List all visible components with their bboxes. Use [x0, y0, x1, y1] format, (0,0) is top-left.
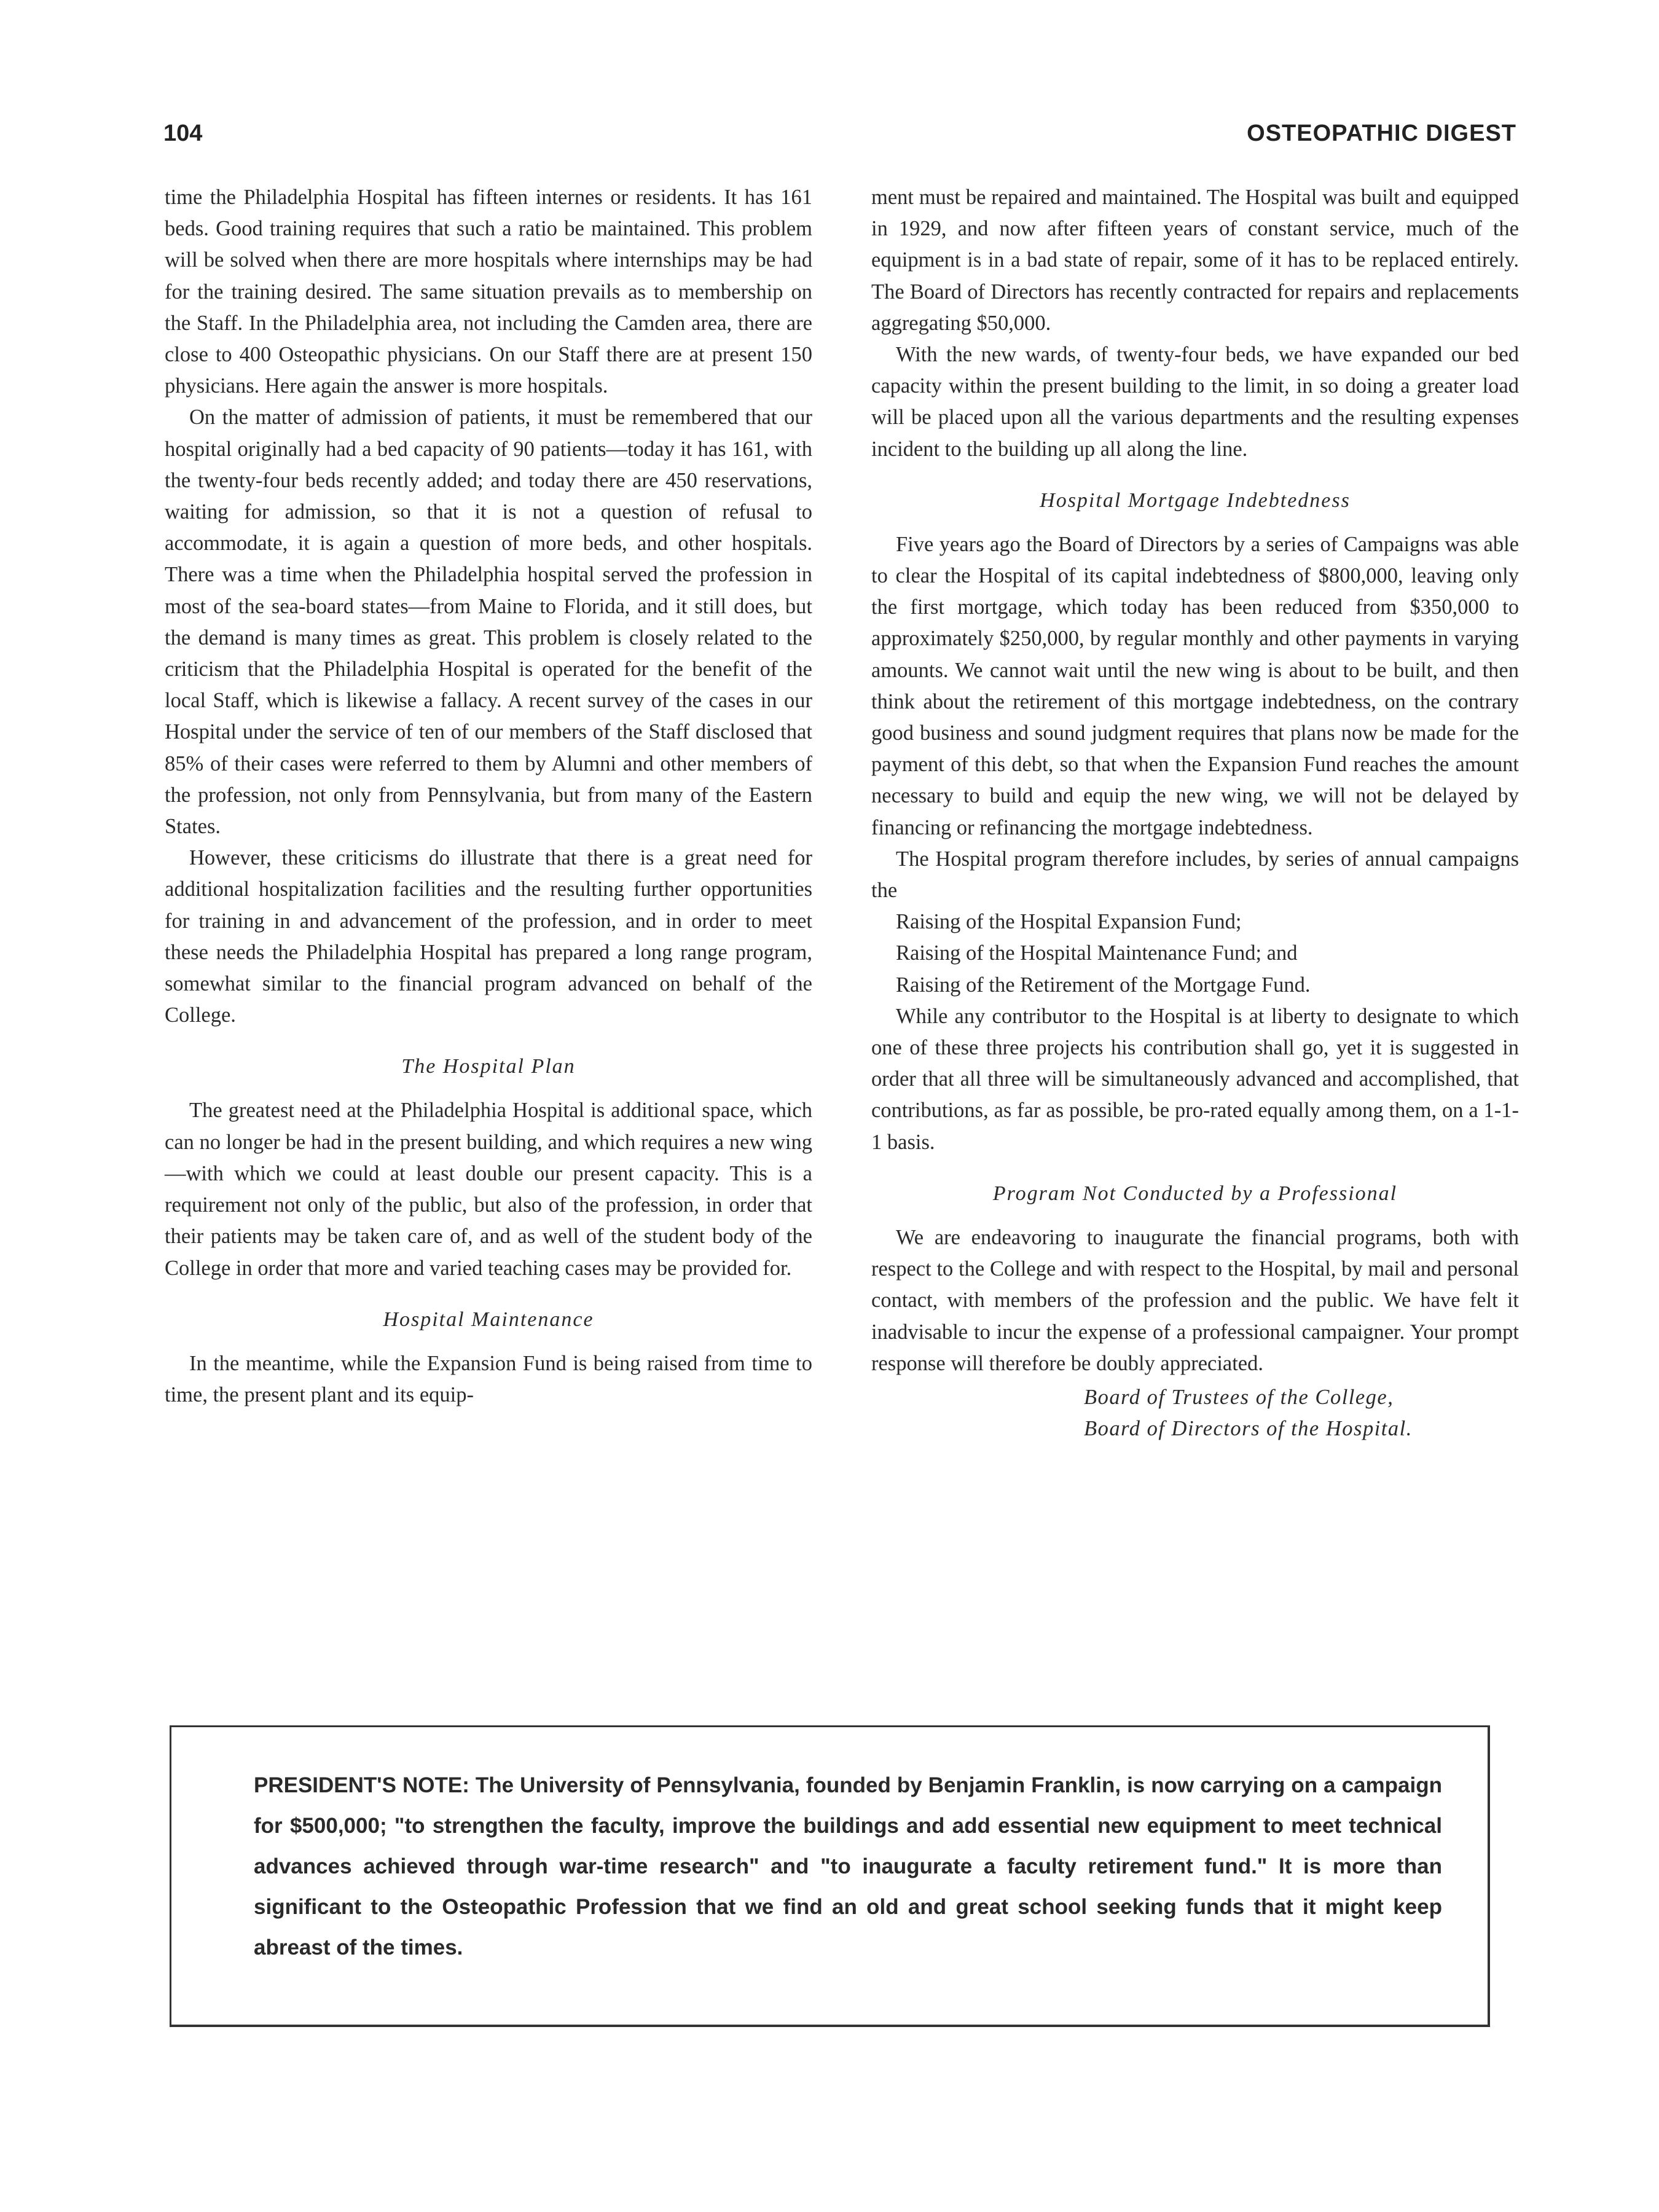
signature-block	[871, 1382, 1519, 1445]
page-header	[163, 120, 1516, 157]
list-item: Raising of the Hospital Maintenance Fund; and	[896, 941, 1298, 965]
list-item: Raising of the Retirement of the Mortgage Fund.	[896, 973, 1311, 997]
signature-line: Board of Trustees of the College,	[1084, 1385, 1394, 1409]
paragraph: On the matter of admission of patients, it must be remembered that our hospital originally had a bed capacity of 90 patients—today it has 161, with the twenty-four beds recently added; and today there are 450 reservations, waiting for admission, so that it is not a question of refusal to accommodate, it is again a question of more beds, and other hospitals. There was a time when the Philadelphia hospital served the profession in most of the sea-board states—from Maine to Florida, and it still does, but the demand is many times as great. This problem is closely related to the criticism that the Philadelphia Hospital is operated for the benefit of the local Staff, which is likewise a fallacy. A recent survey of the cases in our Hospital under the service of ten of our members of the Staff disclosed that 85% of their cases were referred to them by Alumni and other members of the profession, not only from Pennsylvania, but from many of the Eastern States.	[165, 406, 812, 839]
signature-line: Board of Directors of the Hospital.	[1084, 1416, 1413, 1440]
paragraph: With the new wards, of twenty-four beds, we have expanded our bed capacity within the present building to the limit, in so doing a greater load will be placed upon all the various departments and the resulting expenses incident to the building up all along the line.	[871, 343, 1519, 461]
paragraph: In the meantime, while the Expansion Fund is being raised from time to time, the present plant and its equip-	[165, 1351, 812, 1406]
paragraph: The greatest need at the Philadelphia Hospital is additional space, which can no longer be had in the present building, and which requires a new wing—with which we could at least double our present capacity. This is a requirement not only of the public, but also of the profession, in order that their patients may be taken care of, and as well of the student body of the College in order that more and varied teaching cases may be provided for.	[165, 1099, 812, 1280]
section-heading: Hospital Mortgage Indebtedness	[1040, 488, 1351, 512]
page-number: 104	[163, 120, 203, 146]
section-heading: Program Not Conducted by a Professional	[992, 1182, 1398, 1205]
paragraph: However, these criticisms do illustrate that there is a great need for additional hospitalization facilities and the resulting further opportunities for training in and advancement of the profession, and in order to meet these needs the Philadelphia Hospital has prepared a long range program, somewhat similar to the financial program advanced on behalf of the College.	[165, 846, 812, 1027]
paragraph: The Hospital program therefore includes, by series of annual campaigns the	[871, 847, 1519, 903]
left-column	[165, 182, 812, 1411]
presidents-note-box	[170, 1725, 1490, 2027]
paragraph: time the Philadelphia Hospital has fifteen internes or residents. It has 161 beds. Good training requires that such a ratio be maintained. This problem will be solved when there are more hospitals where internships may be had for the training desired. The same situation prevails as to membership on the Staff. In the Philadelphia area, not including the Camden area, there are close to 400 Osteopathic physicians. On our Staff there are at present 150 physicians. Here again the answer is more hospitals.	[165, 186, 812, 398]
running-head: OSTEOPATHIC DIGEST	[1247, 120, 1516, 146]
right-column	[871, 182, 1519, 1445]
paragraph: While any contributor to the Hospital is at liberty to designate to which one of these three projects his contribution shall go, yet it is suggested in order that all three will be simultaneously advanced and accomplished, that contributions, as far as possible, be pro-rated equally among them, on a 1-1-1 basis.	[871, 1004, 1519, 1154]
list-item: Raising of the Hospital Expansion Fund;	[896, 910, 1242, 934]
paragraph: ment must be repaired and maintained. The Hospital was built and equipped in 1929, and now after fifteen years of constant service, much of the equipment is in a bad state of repair, some of it has to be replaced entirely. The Board of Directors has recently contracted for repairs and replacements aggregating $50,000.	[871, 186, 1519, 335]
paragraph: We are endeavoring to inaugurate the financial programs, both with respect to the College and with respect to the Hospital, by mail and personal contact, with members of the profession and the public. We have felt it inadvisable to incur the expense of a professional campaigner. Your prompt response will therefore be doubly appreciated.	[871, 1225, 1519, 1375]
paragraph: Five years ago the Board of Directors by a series of Campaigns was able to clear the Hospital of its capital indebtedness of $800,000, leaving only the first mortgage, which today has been reduced from $350,000 to approximately $250,000, by regular monthly and other payments in varying amounts. We cannot wait until the new wing is about to be built, and then think about the retirement of this mortgage indebtedness, on the contrary good business and sound judgment requires that plans now be made for the payment of this debt, so that when the Expansion Fund reaches the amount necessary to build and equip the new wing, we will not be delayed by financing or refinancing the mortgage indebtedness.	[871, 532, 1519, 839]
section-heading: The Hospital Plan	[401, 1055, 576, 1078]
section-heading: Hospital Maintenance	[383, 1308, 594, 1331]
presidents-note-text: PRESIDENT'S NOTE: The University of Pennsylvania, founded by Benjamin Franklin, is now carrying on a campaign for $500,000; "to strengthen the faculty, improve the buildings and add essential new equipment to meet technical advances achieved through war-time research" and "to inaugurate a faculty retirement fund." It is more than significant to the Osteopathic Profession that we find an old and great school seeking funds that it might keep abreast of the times.	[254, 1773, 1442, 1959]
